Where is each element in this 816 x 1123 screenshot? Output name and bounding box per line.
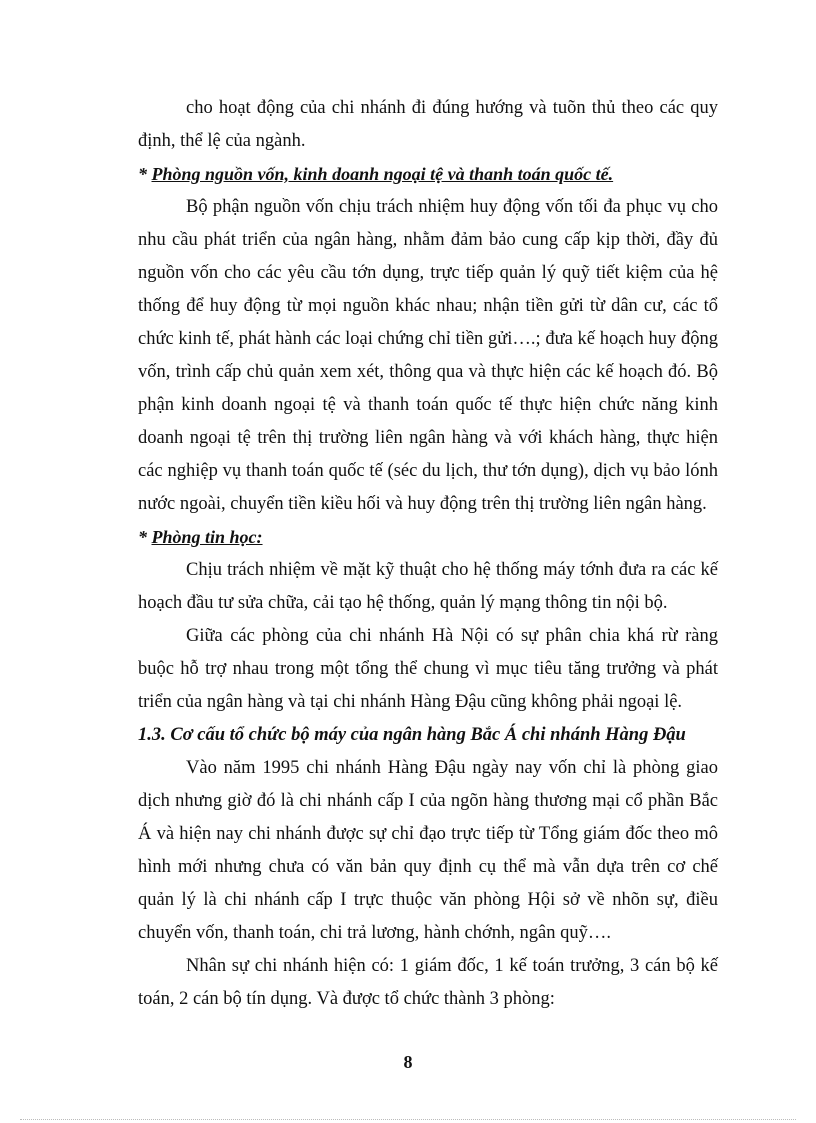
heading-bullet: *	[138, 527, 152, 547]
heading-text: Phòng nguồn vốn, kinh doanh ngoại tệ và thanh toán quốc tế.	[151, 164, 614, 184]
heading-text: Phòng tin học:	[151, 527, 263, 547]
heading-bullet: *	[138, 164, 152, 184]
document-body	[138, 92, 718, 1016]
paragraph-history: Vào năm 1995 chi nhánh Hàng Đậu ngày nay vốn chỉ là phòng giao dịch nhưng giờ đó là chi nhánh cấp I của ngõn hàng thương mại cổ phần Bắc Á và hiện nay chi nhánh được sự chỉ đạo trực tiếp từ Tổng giám đốc theo mô hình mới nhưng chưa có văn bản quy định cụ thể mà vẫn dựa trên cơ chế quản lý là chi nhánh cấp I trực thuộc văn phòng Hội sở về nhõn sự, điều chuyển vốn, thanh toán, chi trả lương, hành chớnh, ngân quỹ….	[138, 758, 718, 943]
section-heading: 1.3. Cơ cấu tổ chức bộ máy của ngân hàng Bắc Á chi nhánh Hàng Đậu	[138, 725, 686, 745]
paragraph-continuation: cho hoạt động của chi nhánh đi đúng hướng và tuõn thủ theo các quy định, thể lệ của ngành.	[138, 98, 718, 151]
page-number: 8	[403, 1052, 413, 1072]
paragraph-it-description: Chịu trách nhiệm về mặt kỹ thuật cho hệ thống máy tớnh đưa ra các kế hoạch đầu tư sửa chữa, cải tạo hệ thống, quản lý mạng thông tin nội bộ.	[138, 560, 718, 613]
paragraph-staffing: Nhân sự chi nhánh hiện có: 1 giám đốc, 1 kế toán trưởng, 3 cán bộ kế toán, 2 cán bộ tín dụng. Và được tổ chức thành 3 phòng:	[138, 956, 718, 1009]
paragraph-department-relations: Giữa các phòng của chi nhánh Hà Nội có sự phân chia khá rừ ràng buộc hỗ trợ nhau trong một tổng thể chung vì mục tiêu tăng trưởng và phát triển của ngân hàng và tại chi nhánh Hàng Đậu cũng không phải ngoại lệ.	[138, 626, 718, 712]
footer-divider	[20, 1119, 796, 1120]
paragraph-capital-description: Bộ phận nguồn vốn chịu trách nhiệm huy động vốn tối đa phục vụ cho nhu cầu phát triển của ngân hàng, nhằm đảm bảo cung cấp kịp thời, đầy đủ nguồn vốn cho các yêu cầu tớn dụng, trực tiếp quản lý quỹ tiết kiệm của hệ thống để huy động từ mọi nguồn khác nhau; nhận tiền gửi từ dân cư, các tổ chức kinh tế, phát hành các loại chứng chỉ tiền gửi….; đưa kế hoạch huy động vốn, trình cấp chủ quản xem xét, thông qua và thực hiện các kế hoạch đó. Bộ phận kinh doanh ngoại tệ và thanh toán quốc tế thực hiện chức năng kinh doanh ngoại tệ trên thị trường liên ngân hàng và với khách hàng, thực hiện các nghiệp vụ thanh toán quốc tế (séc du lịch, thư tớn dụng), dịch vụ bảo lónh nước ngoài, chuyển tiền kiều hối và huy động trên thị trường liên ngân hàng.	[138, 197, 718, 514]
heading-capital-department	[138, 158, 718, 191]
heading-it-department	[138, 521, 718, 554]
